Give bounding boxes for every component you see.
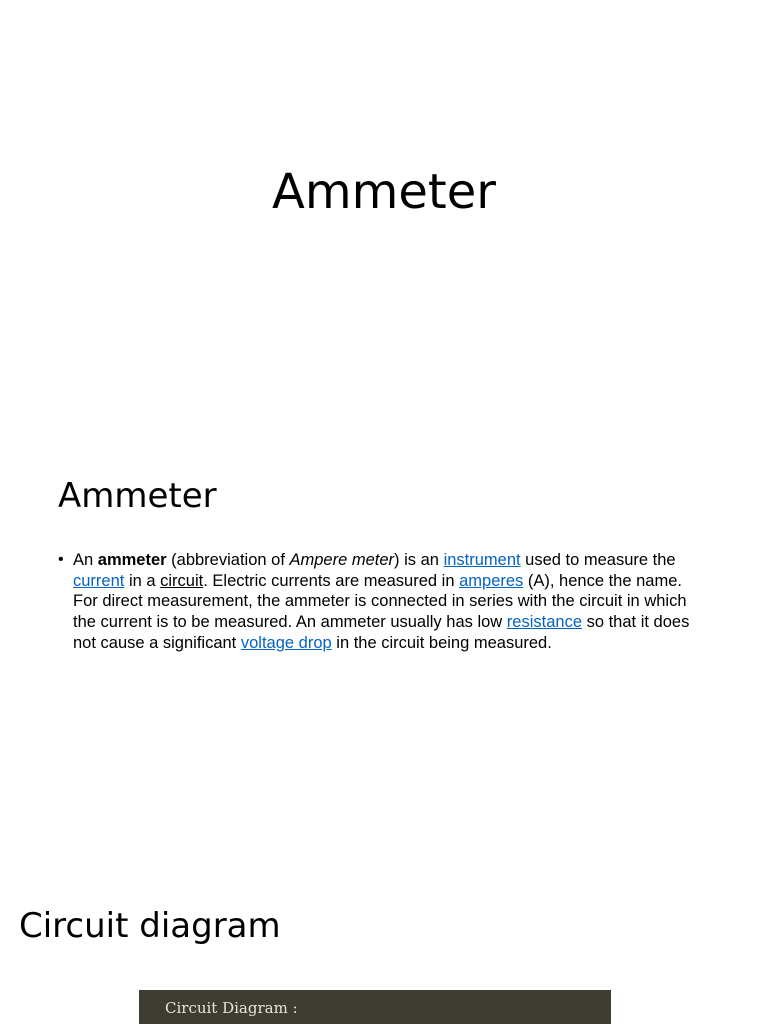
text-run: An [73,551,98,569]
bullet-list [58,550,706,654]
link-current[interactable]: current [73,571,125,590]
slide-title: Ammeter [272,164,496,220]
link-resistance[interactable]: resistance [506,613,582,632]
link-voltage-drop[interactable]: voltage drop [240,633,332,652]
text-run: so that it does not cause a significant [73,613,690,652]
text-run: ) is an [394,551,444,569]
bold-term: ammeter [97,551,167,569]
text-run: in a [124,571,161,590]
section-heading: Ammeter [58,476,217,516]
text-run: (A), hence the name. For direct measurement, the ammeter is connected in series with the circuit in which the current is to be measured. An ammeter usually has low [73,571,687,632]
bullet-icon: • [58,551,64,568]
text-run: in the circuit being measured. [331,633,552,652]
text-run: used to measure the [520,551,676,569]
link-amperes[interactable]: amperes [459,571,524,590]
italic-term: Ampere meter [289,551,395,569]
link-instrument[interactable]: instrument [443,551,521,569]
diagram-banner-label: Circuit Diagram : [165,999,298,1017]
circuit-diagram-image [139,990,611,1024]
list-item [58,550,706,654]
diagram-heading: Circuit diagram [19,906,281,946]
text-run: (abbreviation of [166,551,290,569]
text-run: . Electric currents are measured in [203,571,460,590]
bullet-paragraph [73,550,706,654]
link-circuit[interactable]: circuit [160,571,204,590]
